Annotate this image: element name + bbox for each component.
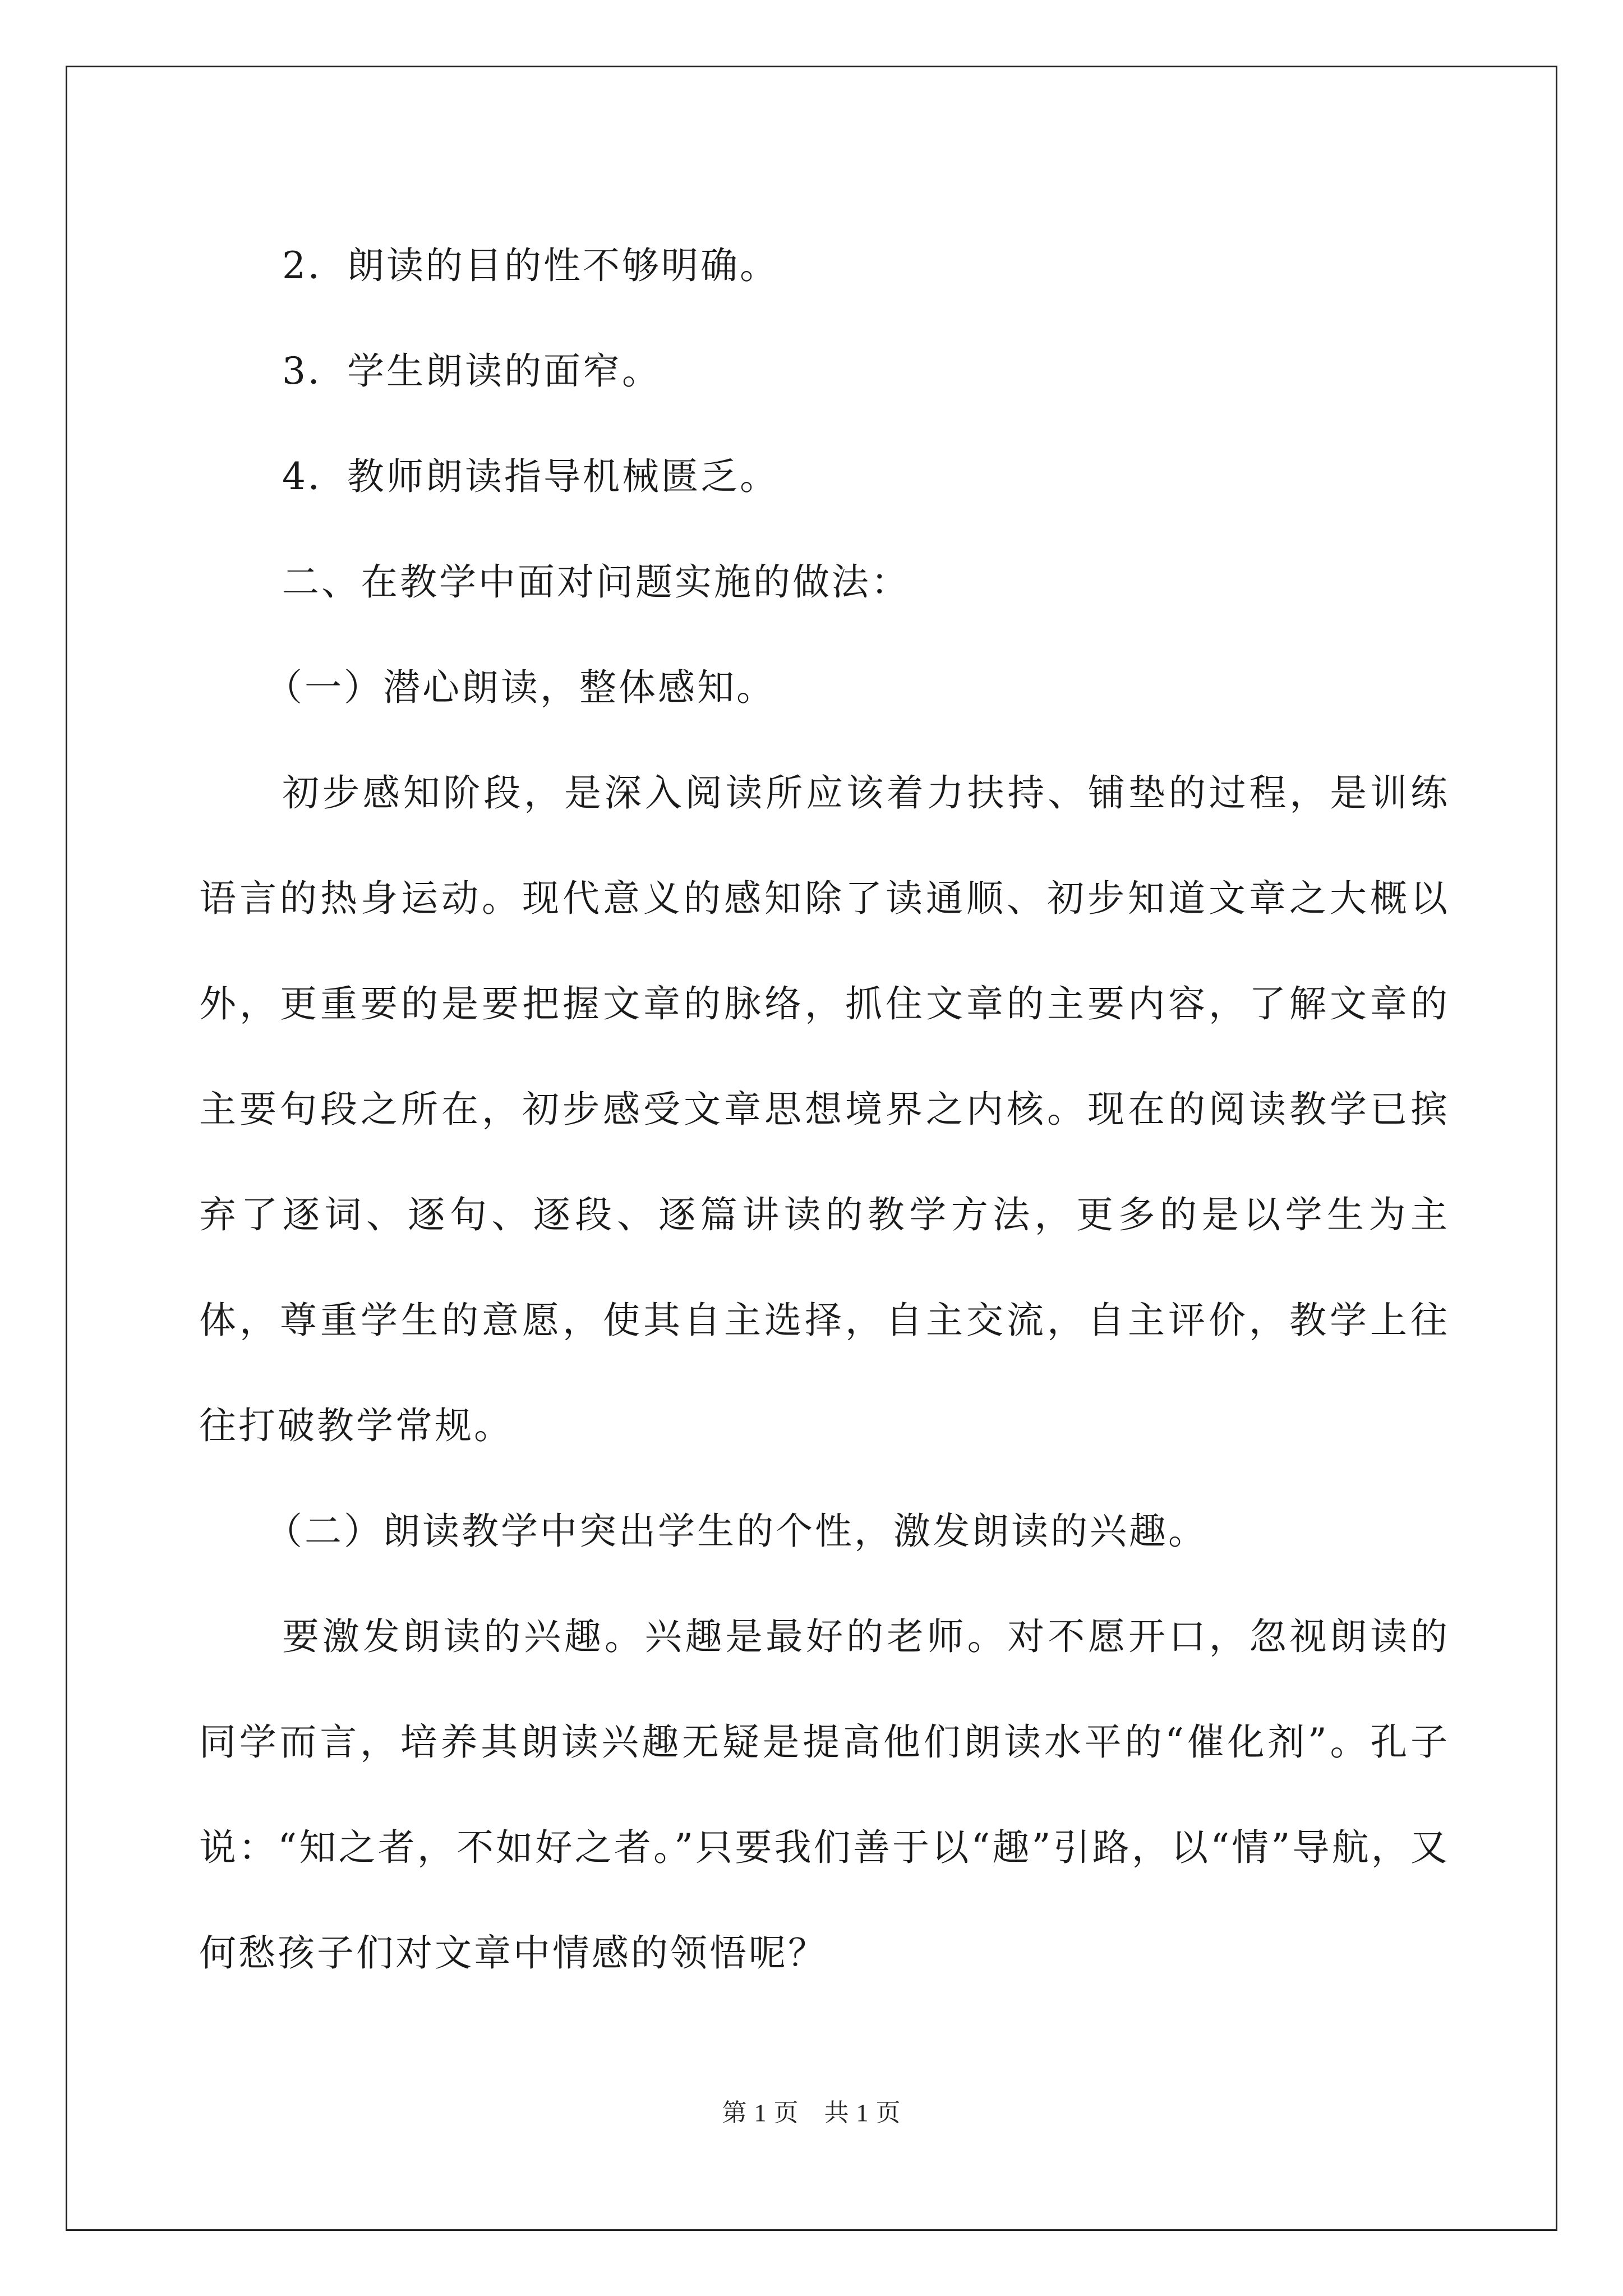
body-paragraph-1: 初步感知阶段，是深入阅读所应该着力扶持、铺垫的过程，是训练语言的热身运动。现代意义的感知除了读通顺、初步知道文章之大概以外，更重要的是要把握文章的脉络，抓住文章的主要内容，了解文章的主要句段之所在，初步感受文章思想境界之内核。现在的阅读教学已摈弃了逐词、逐句、逐段、逐篇讲读的教学方法，更多的是以学生为主体，尊重学生的意愿，使其自主选择，自主交流，自主评价，教学上往往打破教学常规。 <box>199 771 1450 1447</box>
paragraph-item-3: 3．学生朗读的面窄。 <box>282 349 661 393</box>
paragraph-item-2: 2．朗读的目的性不够明确。 <box>282 244 779 287</box>
body-paragraph-2: 要激发朗读的兴趣。兴趣是最好的老师。对不愿开口，忽视朗读的同学而言，培养其朗读兴趣无疑是提高他们朗读水平的“催化剂”。孔子说：“知之者，不如好之者。”只要我们善于以“趣”引路，以“情”导航，又何愁孩子们对文章中情感的领悟呢？ <box>199 1615 1450 1975</box>
subheading-2: （二）朗读教学中突出学生的个性，激发朗读的兴趣。 <box>265 1510 1207 1553</box>
document-body <box>199 213 1450 2006</box>
section-heading-2: 二、在教学中面对问题实施的做法： <box>282 560 910 604</box>
subheading-1: （一）潜心朗读，整体感知。 <box>265 666 776 709</box>
page-number-footer: 第 1 页 共 1 页 <box>722 2099 901 2127</box>
paragraph-item-4: 4．教师朗读指导机械匮乏。 <box>282 455 779 498</box>
